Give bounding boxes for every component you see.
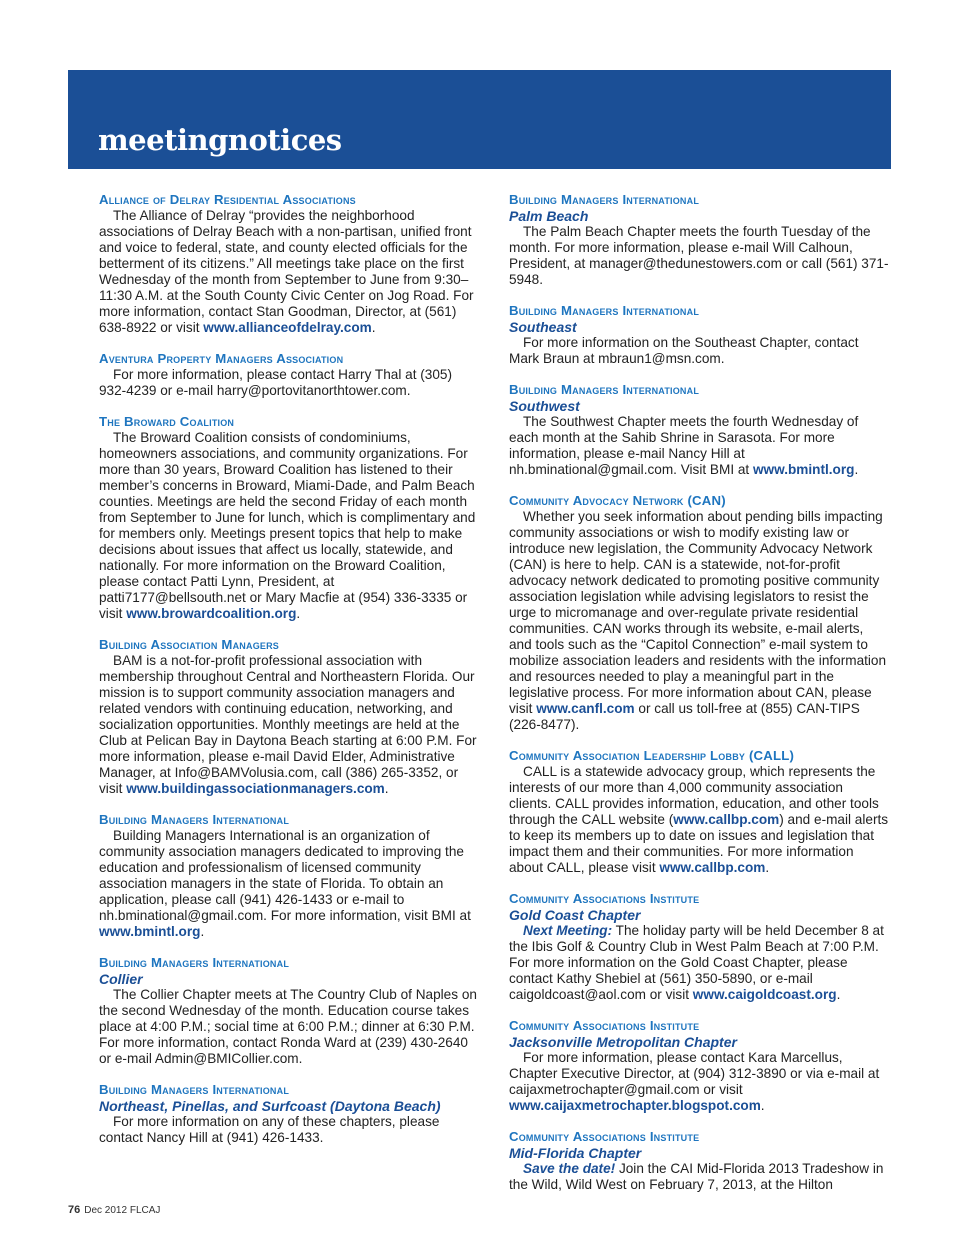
right-column <box>509 192 889 1208</box>
notice-text-after: . <box>760 1098 765 1113</box>
notice-text: BAM is a not-for-profit professional association with membership throughout Central and Northeastern Florida. Our mission is to support community association managers and related vendors with continuing education, networking, and socialization opportunities. Monthly meetings are held at the Club at Pelican Bay in Daytona Beach starting at 6:00 P.M. For more information, please e-mail David Elder, Administrative Manager, at Info@BAMVolusia.com, call (386) 265-3352, or visit <box>99 653 477 796</box>
notice-heading: Community Associations Institute <box>509 1129 700 1144</box>
notice-entry <box>99 812 479 940</box>
notice-link[interactable]: www.buildingassociationmanagers.com <box>126 781 385 796</box>
notice-lead: Save the date! <box>523 1161 616 1176</box>
notice-body <box>509 1161 889 1193</box>
notice-text-after: . <box>854 462 859 477</box>
notice-entry <box>509 493 889 733</box>
section-banner <box>68 70 891 169</box>
issue-label: Dec 2012 FLCAJ <box>84 1205 161 1216</box>
notice-body <box>509 1050 889 1114</box>
notice-text-after: . <box>765 860 770 875</box>
notice-entry <box>99 1082 479 1146</box>
notice-text: The holiday party will be held December 8 at the Ibis Golf & Country Club in West Palm Beach at 7:00 P.M. For more information on the Gold Coast Chapter, please contact Kathy Shebiel at (561) 350-5890, or e-mail caigoldcoast@aol.com or visit <box>509 923 884 1002</box>
notice-link[interactable]: www.callbp.com <box>673 812 780 827</box>
notice-heading: Building Managers International <box>509 192 700 207</box>
notice-text-after: . <box>200 924 205 939</box>
chapter-name: Mid-Florida Chapter <box>509 1145 642 1161</box>
notice-text-after: . <box>836 987 841 1002</box>
notice-body <box>99 828 479 940</box>
notice-body <box>99 208 479 336</box>
notice-text: Join the CAI Mid-Florida 2013 Tradeshow in the Wild, Wild West on February 7, 2013, at the Hilton <box>509 1161 884 1192</box>
notice-body <box>509 764 889 876</box>
notice-body <box>509 509 889 733</box>
notice-link[interactable]: www.callbp.com <box>659 860 766 875</box>
notice-body: The Collier Chapter meets at The Country Club of Naples on the second Wednesday of the month. Education course takes place at 4:00 P.M.; social time at 6:00 P.M.; dinner at 6:30 P.M. For more information, contact Ronda Ward at (239) 430-2640 or e-mail Admin@BMICollier.com. <box>99 987 477 1066</box>
notice-body <box>99 653 479 797</box>
notice-heading: Aventura Property Managers Association <box>99 351 344 366</box>
notice-entry <box>99 414 479 622</box>
notice-text: The Broward Coalition consists of condominiums, homeowners associations, and community organizations. For more than 30 years, Broward Coalition has listened to their member’s concerns in Broward, Miami-Dade, and Palm Beach counties. Meetings are held the second Friday of each month from September to June for lunch, which is complimentary and for members only. Meetings present topics that help to make decisions about issues that affect us locally, statewide, and nationally. For more information on the Broward Coalition, please contact Patti Lynn, President, at patti7177@bellsouth.net or Mary Macfie at (954) 336-3335 or visit <box>99 430 476 621</box>
notice-text: The Alliance of Delray “provides the neighborhood associations of Delray Beach with a non-partisan, unified front and voice to federal, state, and county elected officials for the betterment of its citizens.” All meetings take place on the first Wednesday of the month from September to June from 9:30–11:30 A.M. at the South County Civic Center on Jog Road. For more information, contact Stan Goodman, Director, at (561) 638-8922 or visit <box>99 208 474 335</box>
notice-entry <box>509 748 889 876</box>
notice-entry <box>509 1018 889 1114</box>
chapter-name: Southeast <box>509 319 577 335</box>
notice-heading: Community Association Leadership Lobby (CALL) <box>509 748 795 763</box>
notice-text: The Southwest Chapter meets the fourth Wednesday of each month at the Sahib Shrine in Sarasota. For more information, please e-mail Nancy Hill at nh.bminational@gmail.com. Visit BMI at <box>509 414 859 477</box>
notice-body: For more information on any of these chapters, please contact Nancy Hill at (941) 426-1433. <box>99 1114 440 1145</box>
section-title: meetingnotices <box>98 123 342 157</box>
notice-text-after: . <box>384 781 389 796</box>
notice-body: For more information on the Southeast Chapter, contact Mark Braun at mbraun1@msn.com. <box>509 335 859 366</box>
notice-entry <box>99 637 479 797</box>
notice-entry <box>509 1129 889 1193</box>
notice-link[interactable]: www.canfl.com <box>536 701 635 716</box>
notice-link[interactable]: www.caigoldcoast.org <box>692 987 837 1002</box>
chapter-name: Northeast, Pinellas, and Surfcoast (Daytona Beach) <box>99 1098 441 1114</box>
notice-body <box>509 923 889 1003</box>
notice-entry <box>509 192 889 288</box>
notice-entry <box>99 192 479 336</box>
notice-body: For more information, please contact Harry Thal at (305) 932-4239 or e-mail harry@portovitanorthtower.com. <box>99 367 452 398</box>
notice-entry <box>99 351 479 399</box>
chapter-name: Jacksonville Metropolitan Chapter <box>509 1034 737 1050</box>
chapter-name: Southwest <box>509 398 580 414</box>
notice-heading: Community Associations Institute <box>509 1018 700 1033</box>
notice-text-after: . <box>296 606 301 621</box>
notice-body <box>99 430 479 622</box>
notice-entry <box>99 955 479 1067</box>
notice-body: The Palm Beach Chapter meets the fourth Tuesday of the month. For more information, please e-mail Will Calhoun, President, at manager@thedunestowers.com or call (561) 371-5948. <box>509 224 889 287</box>
notice-heading: Building Association Managers <box>99 637 280 652</box>
notice-heading: Community Associations Institute <box>509 891 700 906</box>
notice-heading: Building Managers International <box>99 812 290 827</box>
notice-link[interactable]: www.bmintl.org <box>99 924 201 939</box>
chapter-name: Gold Coast Chapter <box>509 907 641 923</box>
notice-body <box>509 414 889 478</box>
notice-text: Building Managers International is an organization of community association managers dedicated to improving the education and professionalism of licensed community association managers in the state of Florida. To obtain an application, please call (941) 426-1433 or e-mail to nh.bminational@gmail.com. For more information, visit BMI at <box>99 828 471 923</box>
notice-entry <box>509 382 889 478</box>
notice-text: CALL is a statewide advocacy group, which represents the interests of our more than 4,000 community association clients. CALL provides information, education, and other tools through the CALL website ( <box>509 764 879 827</box>
notice-entry <box>509 891 889 1003</box>
notice-heading: Community Advocacy Network (CAN) <box>509 493 726 508</box>
notice-heading: The Broward Coalition <box>99 414 235 429</box>
left-column <box>99 192 479 1161</box>
chapter-name: Collier <box>99 971 143 987</box>
notice-link[interactable]: www.allianceofdelray.com <box>203 320 372 335</box>
notice-heading: Building Managers International <box>509 382 700 397</box>
chapter-name: Palm Beach <box>509 208 589 224</box>
notice-text-after: ) and e-mail alerts to keep its members up to date on issues and legislation that impact them and their communities. For more information about CALL, please visit <box>509 812 889 875</box>
notice-heading: Building Managers International <box>99 1082 290 1097</box>
notice-text: For more information, please contact Kara Marcellus, Chapter Executive Director, at (904) 312-3890 or via e-mail at caijaxmetrochapter@gmail.com or visit <box>509 1050 880 1097</box>
notice-entry <box>509 303 889 367</box>
notice-heading: Building Managers International <box>99 955 290 970</box>
page-number: 76 <box>68 1204 81 1216</box>
page-footer <box>68 1203 160 1218</box>
notice-heading: Building Managers International <box>509 303 700 318</box>
notice-link[interactable]: www.bmintl.org <box>752 462 855 477</box>
notice-text-after: . <box>371 320 376 335</box>
notice-lead: Next Meeting: <box>523 923 613 938</box>
notice-heading: Alliance of Delray Residential Associations <box>99 192 356 207</box>
notice-link[interactable]: www.caijaxmetrochapter.blogspot.com <box>509 1098 761 1113</box>
notice-link[interactable]: www.browardcoalition.org <box>126 606 297 621</box>
notice-text-after: or call us toll-free at (855) CAN-TIPS (226-8477). <box>509 701 860 732</box>
notice-text: Whether you seek information about pending bills impacting community associations or wish to modify existing law or introduce new legislation, the Community Advocacy Network (CAN) is here to help. CAN is a statewide, not-for-profit advocacy network dedicated to promoting positive community association legislation while advising legislators to resist the urge to micromanage and over-regulate private residential communities. CAN works through its website, e-mail alerts, and tools such as the “Capitol Connection” e-mail system to mobilize association leaders and residents with the information and resources needed to play a meaningful part in the legislative process. For more information about CAN, please visit <box>509 509 887 716</box>
